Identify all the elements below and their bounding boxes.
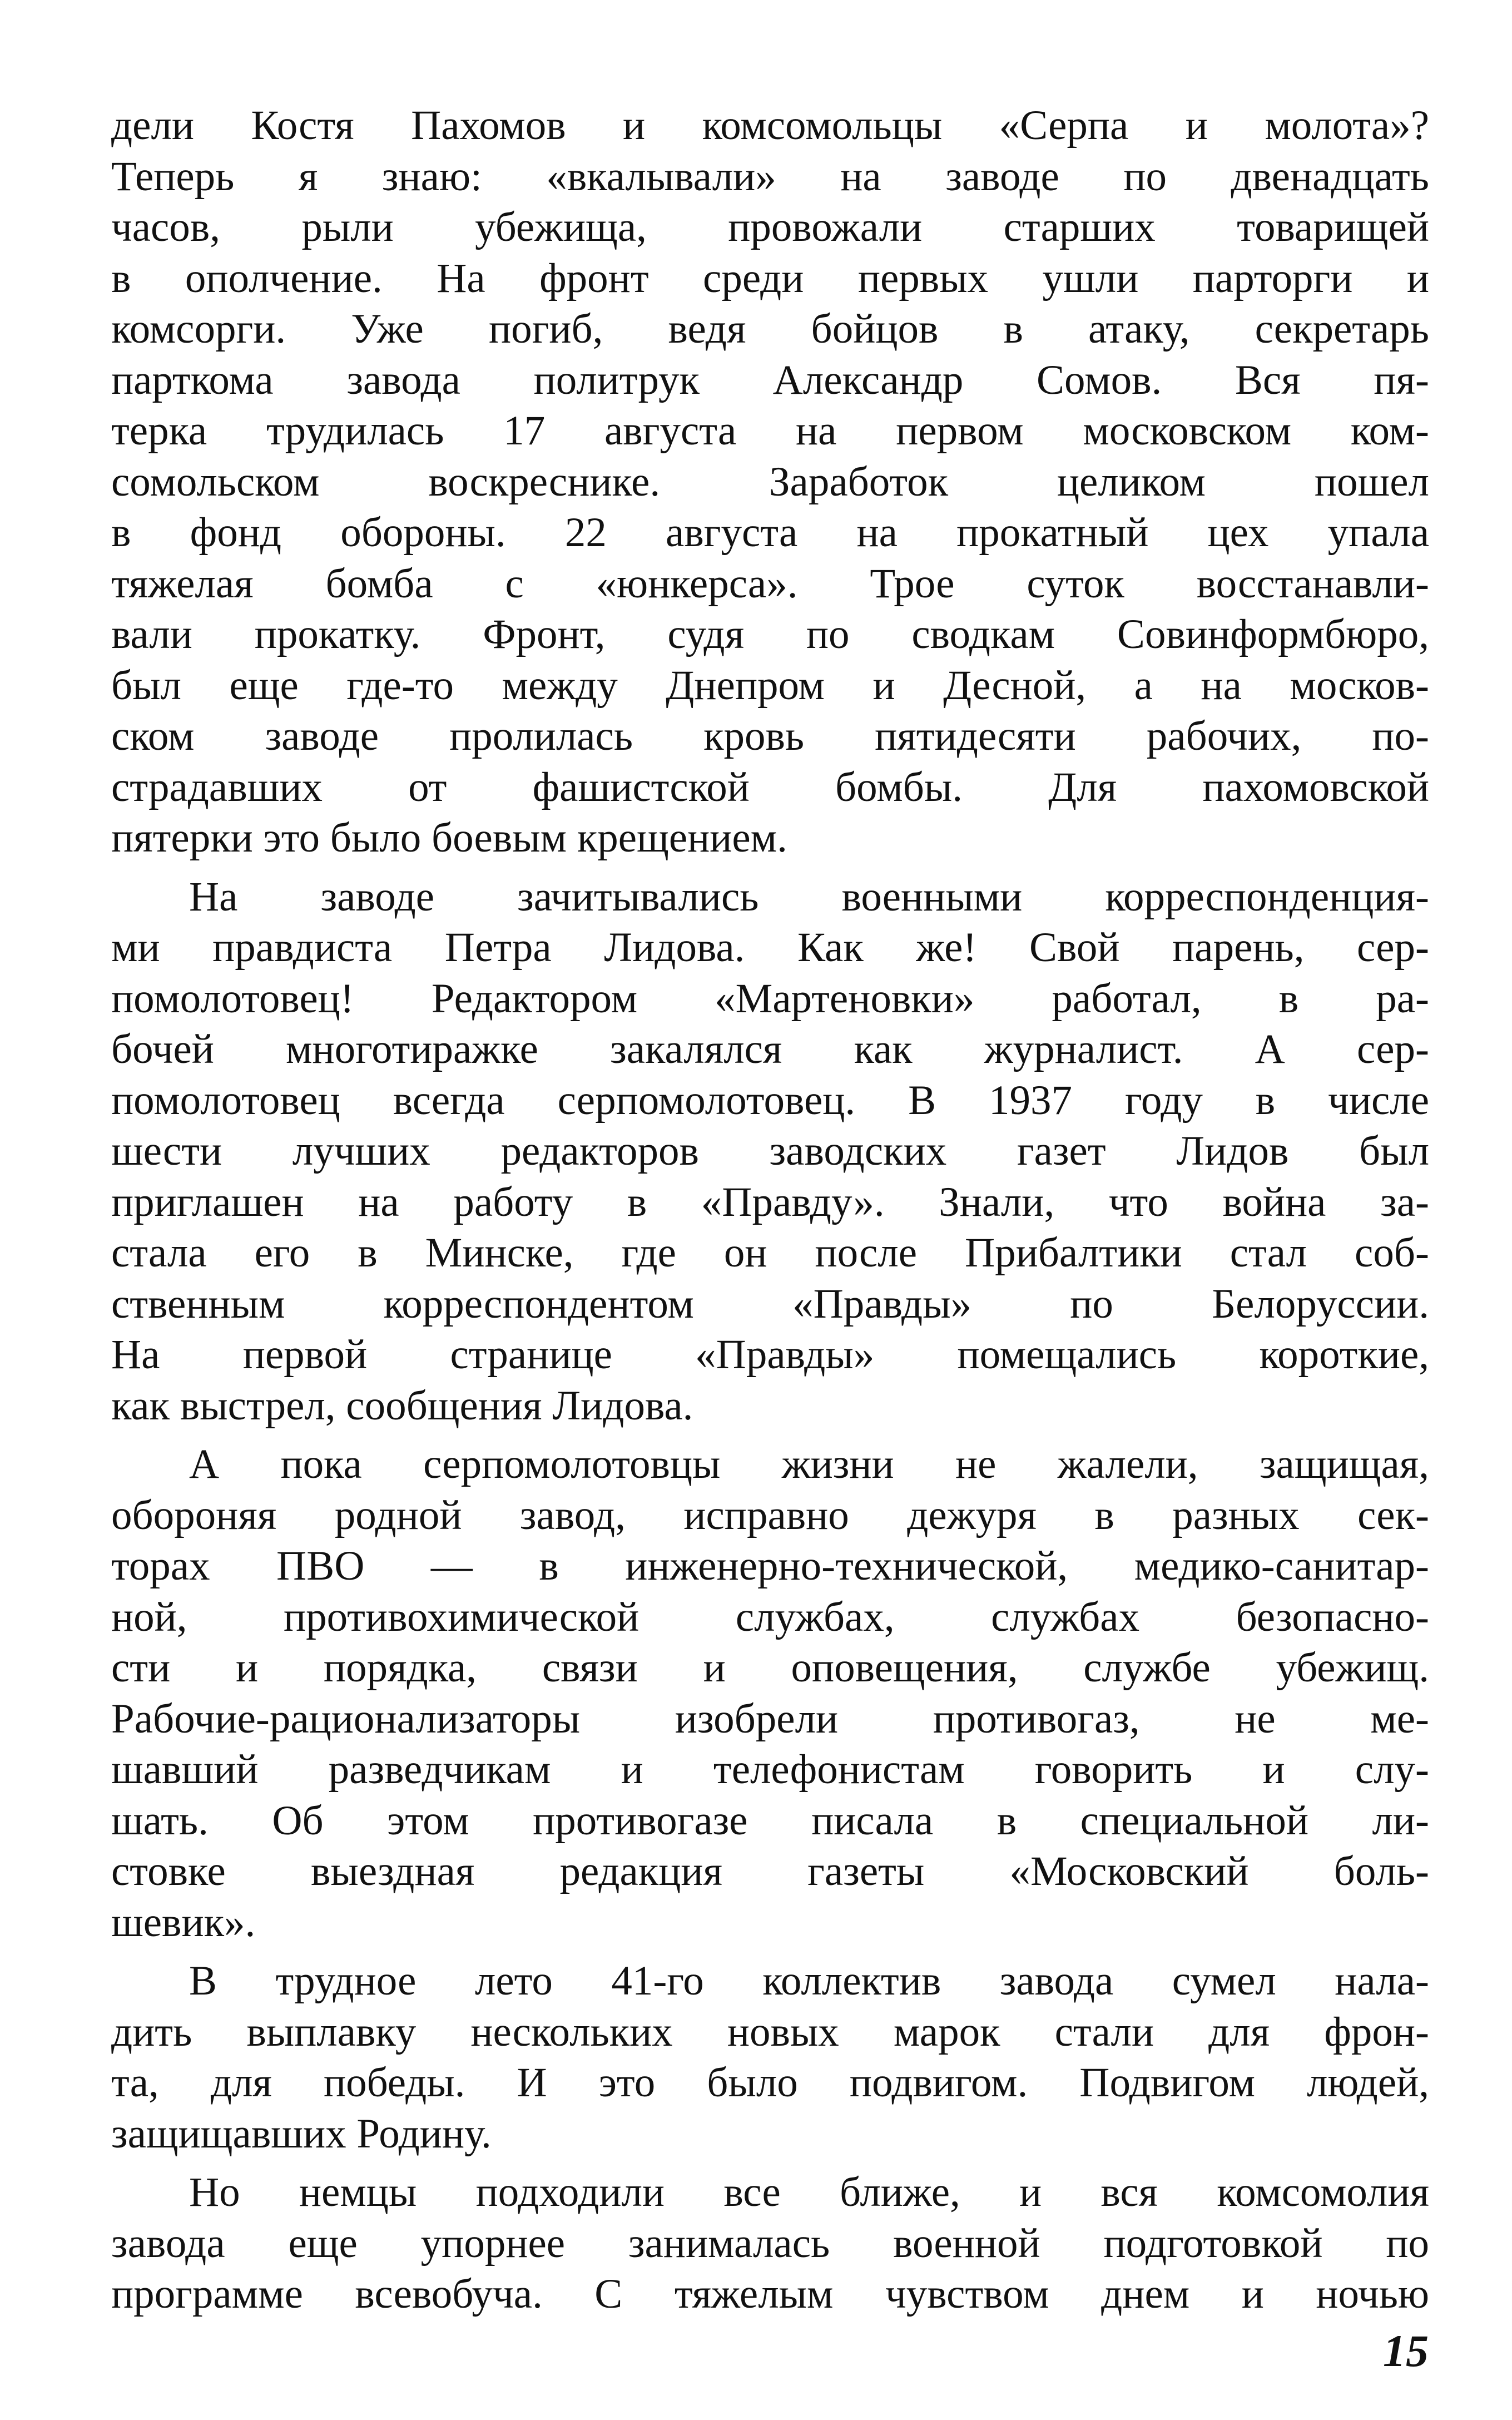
text-line: в ополчение. На фронт среди первых ушли парторги и [111,255,1429,301]
text-line: сомольском воскреснике. Заработок целиком пошел [111,458,1429,505]
text-line: бочей многотиражке закалялся как журналист. А сер- [111,1026,1429,1072]
text-line: торах ПВО — в инженерно-технической, медико-санитар- [111,1543,1429,1589]
text-line: Но немцы подходили все ближе, и вся комсомолия [189,2169,1429,2215]
text-line: шести лучших редакторов заводских газет Лидов был [111,1128,1429,1174]
page-number: 15 [1383,2325,1429,2376]
text-line: та, для победы. И это было подвигом. Подвигом людей, [111,2060,1429,2106]
paragraph-gap [111,1948,1429,1956]
text-line: помолотовец! Редактором «Мартеновки» работал, в ра- [111,975,1429,1022]
text-line: тяжелая бомба с «юнкерса». Трое суток восстанавли- [111,560,1429,607]
paragraph [111,1439,1429,1948]
text-line: как выстрел, сообщения Лидова. [111,1382,693,1429]
paragraph [111,100,1429,864]
text-line: шавший разведчикам и телефонистам говорить и слу- [111,1746,1429,1793]
text-line: дить выплавку нескольких новых марок стали для фрон- [111,2008,1429,2055]
body-text [111,100,1429,2320]
paragraph [111,872,1429,1432]
text-line: помолотовец всегда серпомолотовец. В 1937 году в числе [111,1077,1429,1124]
text-line: ной, противохимической службах, службах безопасно- [111,1593,1429,1640]
text-line: ственным корреспондентом «Правды» по Белоруссии. [111,1280,1429,1327]
text-line: страдавших от фашистской бомбы. Для пахомовской [111,764,1429,810]
text-line: программе всевобуча. С тяжелым чувством днем и ночью [111,2271,1429,2317]
text-line: был еще где-то между Днепром и Десной, а на москов- [111,662,1429,709]
text-line: вали прокатку. Фронт, судя по сводкам Совинформбюро, [111,611,1429,657]
text-line: ском заводе пролилась кровь пятидесяти рабочих, по- [111,713,1429,759]
text-line: стовке выездная редакция газеты «Московский боль- [111,1848,1429,1894]
text-line: шать. Об этом противогазе писала в специальной ли- [111,1797,1429,1844]
text-line: Теперь я знаю: «вкалывали» на заводе по двенадцать [111,153,1429,200]
text-line: комсорги. Уже погиб, ведя бойцов в атаку, секретарь [111,306,1429,352]
text-line: На первой странице «Правды» помещались короткие, [111,1332,1429,1378]
text-line: пятерки это было боевым крещением. [111,815,787,861]
text-line: терка трудилась 17 августа на первом московском ком- [111,408,1429,454]
paragraph [111,2167,1429,2320]
text-line: сти и порядка, связи и оповещения, службе убежищ. [111,1645,1429,1691]
text-line: ми правдиста Петра Лидова. Как же! Свой парень, сер- [111,924,1429,971]
text-line: дели Костя Пахомов и комсомольцы «Серпа и молота»? [111,102,1429,149]
text-line: На заводе зачитывались военными корреспонденция- [189,873,1429,920]
paragraph-gap [111,1431,1429,1439]
text-line: в фонд обороны. 22 августа на прокатный цех упала [111,509,1429,556]
text-line: завода еще упорнее занималась военной подготовкой по [111,2220,1429,2266]
text-line: В трудное лето 41-го коллектив завода сумел нала- [189,1958,1429,2004]
text-line: часов, рыли убежища, провожали старших товарищей [111,204,1429,250]
paragraph-gap [111,864,1429,872]
text-line: А пока серпомолотовцы жизни не жалели, защищая, [189,1441,1429,1487]
text-line: парткома завода политрук Александр Сомов. Вся пя- [111,357,1429,403]
text-line: стала его в Минске, где он после Прибалтики стал соб- [111,1230,1429,1276]
text-line: приглашен на работу в «Правду». Знали, что война за- [111,1179,1429,1225]
paragraph [111,1956,1429,2159]
text-line: Рабочие-рационализаторы изобрели противогаз, не ме- [111,1695,1429,1742]
paragraph-gap [111,2159,1429,2167]
text-line: защищавших Родину. [111,2110,492,2157]
text-line: шевик». [111,1899,256,1946]
text-line: обороняя родной завод, исправно дежуря в разных сек- [111,1492,1429,1538]
